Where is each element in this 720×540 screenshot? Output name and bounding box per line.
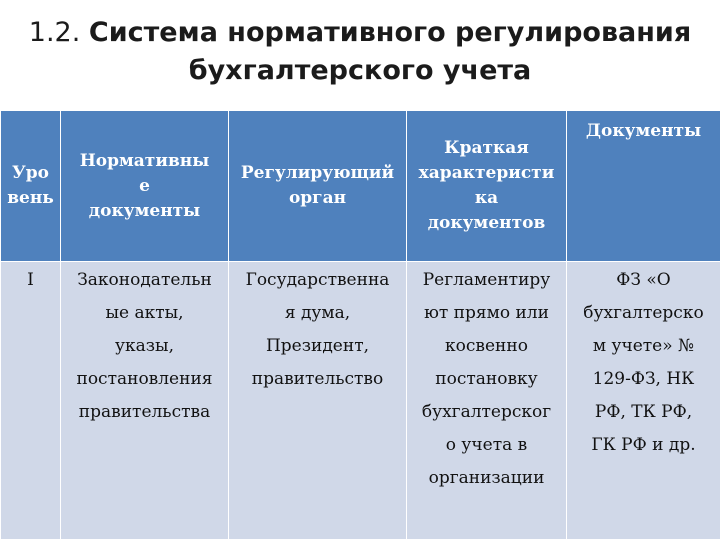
header-normative-docs-label: Нормативны е документы [79, 150, 210, 221]
header-cell-documents [567, 111, 720, 262]
header-cell-description [407, 111, 567, 262]
header-cell-level [1, 111, 61, 262]
header-documents-label: Документы [585, 121, 702, 141]
header-level-label: Уро вень [7, 163, 54, 208]
regulator-value: Государственна я дума, Президент, правительство [245, 270, 390, 389]
cell-normative-docs [61, 262, 229, 540]
cell-description [407, 262, 567, 540]
title-line-1 [0, 14, 720, 52]
cell-documents [567, 262, 720, 540]
cell-level [1, 262, 61, 540]
title-number: 1.2. [28, 17, 81, 48]
header-description-label: Краткая характеристи ка документов [418, 138, 555, 233]
header-cell-regulator [229, 111, 407, 262]
level-value: I [27, 270, 34, 290]
description-value: Регламентиру ют прямо или косвенно постановку бухгалтерског о учета в организации [421, 270, 552, 488]
table-row [1, 262, 720, 540]
documents-value: ФЗ «О бухгалтерско м учете» № 129-ФЗ, НК РФ, ТК РФ, ГК РФ и др. [583, 270, 704, 455]
title-text-line-1: Система нормативного регулирования [88, 17, 692, 48]
title-text-line-2: бухгалтерского учета [188, 55, 532, 86]
normative-docs-value: Законодательн ые акты, указы, постановления правительства [76, 270, 213, 422]
header-cell-normative-docs [61, 111, 229, 262]
cell-regulator [229, 262, 407, 540]
regulation-table [0, 110, 720, 540]
table-header-row [1, 111, 720, 262]
slide-title [0, 14, 720, 90]
header-regulator-label: Регулирующий орган [240, 163, 395, 208]
title-line-2 [0, 52, 720, 90]
